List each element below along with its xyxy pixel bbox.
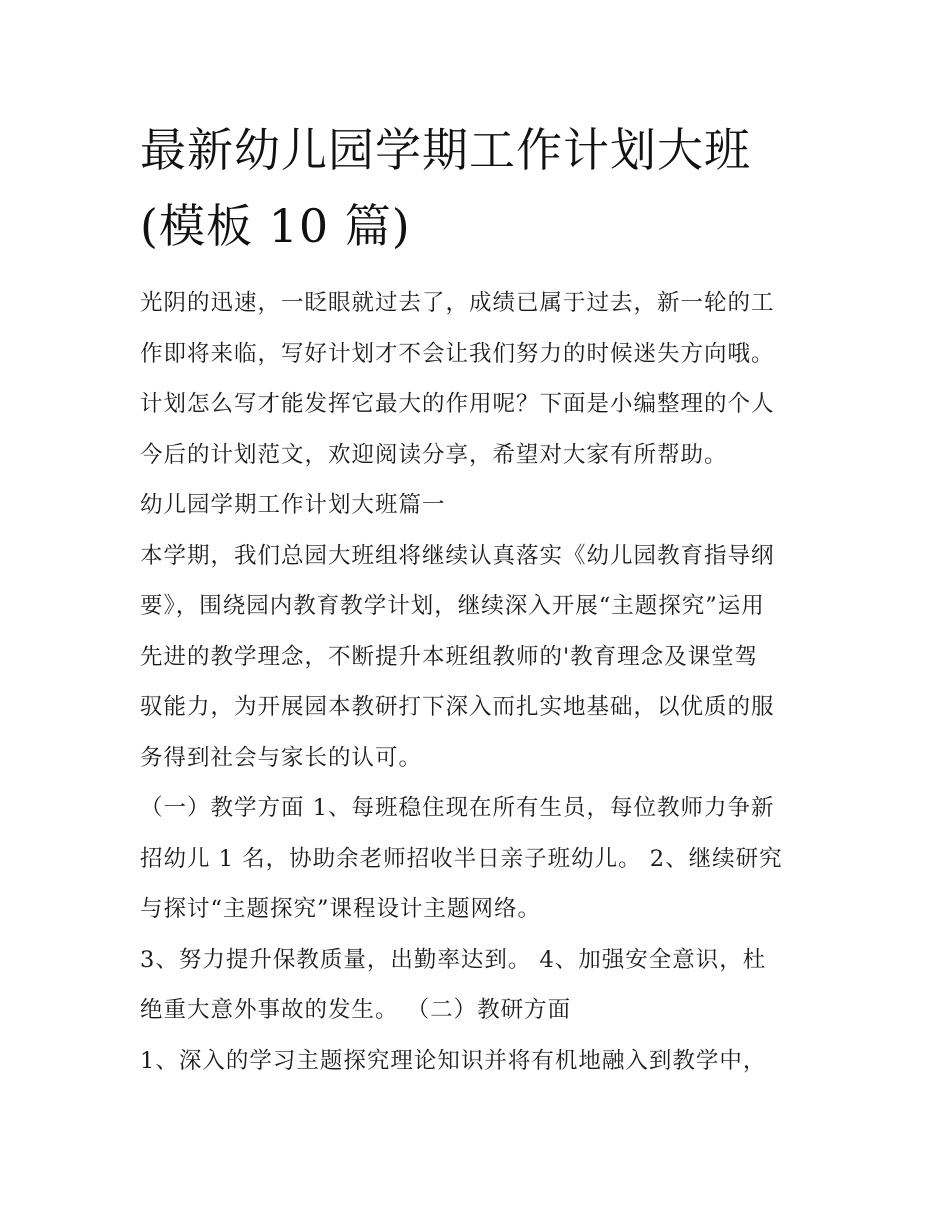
body-line: 本学期，我们总园大班组将继续认真落实《幼儿园教育指导纲 xyxy=(140,542,775,569)
body-line: 1、深入的学习主题探究理论知识并将有机地融入到教学中， xyxy=(140,1047,767,1074)
body-line: 先进的教学理念，不断提升本班组教师的'教育理念及课堂驾 xyxy=(140,643,759,670)
body-line: 驭能力，为开展园本教研打下深入而扎实地基础，以优质的服 xyxy=(140,694,775,720)
body-line: 绝重大意外事故的发生。 （二）教研方面 xyxy=(140,997,572,1023)
document-body xyxy=(140,278,820,1086)
body-line: 计划怎么写才能发挥它最大的作用呢？下面是小编整理的个人 xyxy=(140,391,775,417)
section-heading: 幼儿园学期工作计划大班篇一 xyxy=(140,492,446,518)
body-line: 3、努力提升保教质量，出勤率达到。 4、加强安全意识，杜 xyxy=(140,946,767,973)
body-line: 作即将来临，写好计划才不会让我们努力的时候迷失方向哦。 xyxy=(140,340,775,367)
document-title xyxy=(140,112,820,264)
body-line: 与探讨“主题探究”课程设计主题网络。 xyxy=(140,896,542,922)
body-line: 招幼儿 1 名，协助余老师招收半日亲子班幼儿。 2、继续研究 xyxy=(140,845,783,872)
body-line: 要》，围绕园内教育教学计划，继续深入开展“主题探究”运用 xyxy=(140,593,765,619)
title-line: (模板 10 篇) xyxy=(140,199,411,253)
body-line: 光阴的迅速，一眨眼就过去了，成绩已属于过去，新一轮的工 xyxy=(140,290,775,316)
body-line: 务得到社会与家长的认可。 xyxy=(140,744,423,771)
body-line: （一）教学方面 1、每班稳住现在所有生员，每位教师力争新 xyxy=(140,795,775,821)
title-line: 最新幼儿园学期工作计划大班 xyxy=(140,123,751,177)
body-line: 今后的计划范文，欢迎阅读分享，希望对大家有所帮助。 xyxy=(140,441,728,468)
